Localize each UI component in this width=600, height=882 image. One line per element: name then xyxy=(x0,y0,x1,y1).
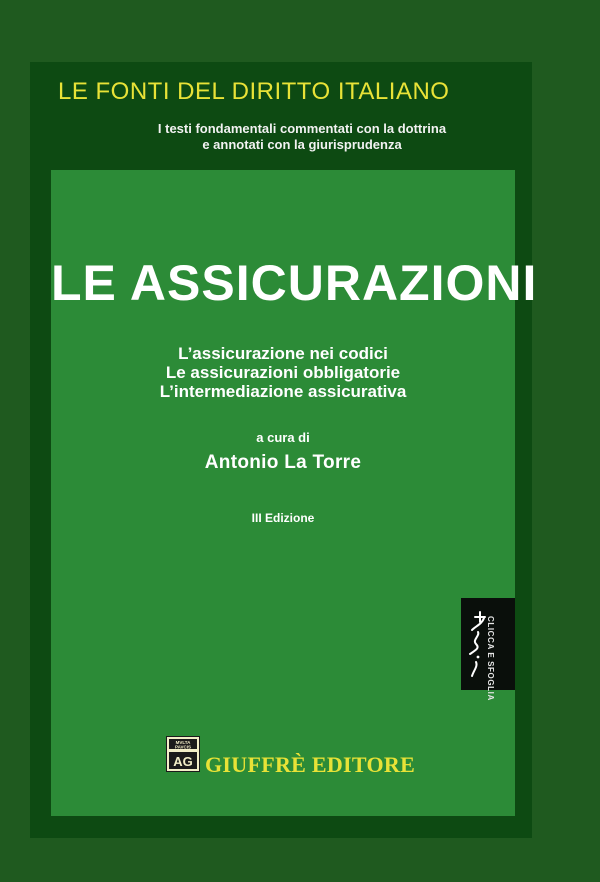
editor-name: Antonio La Torre xyxy=(204,452,362,473)
book-subtitle-line: L’assicurazione nei codici xyxy=(178,344,388,363)
publisher-logo xyxy=(166,736,200,772)
book-subtitle-line: Le assicurazioni obbligatorie xyxy=(165,363,401,382)
publisher-logo-monogram: AG xyxy=(173,754,193,769)
clicca-e-sfoglia-text: CLICCA E SFOGLIA xyxy=(486,616,495,701)
book-subtitle-line: L’intermediazione assicurativa xyxy=(159,382,407,401)
curated-by-label: a cura di xyxy=(256,430,310,445)
series-subtitle-line: I testi fondamentali commentati con la dottrina xyxy=(157,121,447,136)
book-subtitle xyxy=(51,344,515,401)
publisher-name: GIUFFRÈ EDITORE xyxy=(205,752,416,777)
series-subtitle xyxy=(92,121,512,153)
publisher-logo-motto-2: PAVCIS xyxy=(174,744,192,750)
edition-label: III Edizione xyxy=(251,511,315,525)
series-title: LE FONTI DEL DIRITTO ITALIANO xyxy=(58,78,450,105)
series-subtitle-line: e annotati con la giurisprudenza xyxy=(202,137,402,152)
publisher-logo-motto-1: MVLTA xyxy=(175,740,191,745)
book-title: LE ASSICURAZIONI xyxy=(51,255,538,311)
